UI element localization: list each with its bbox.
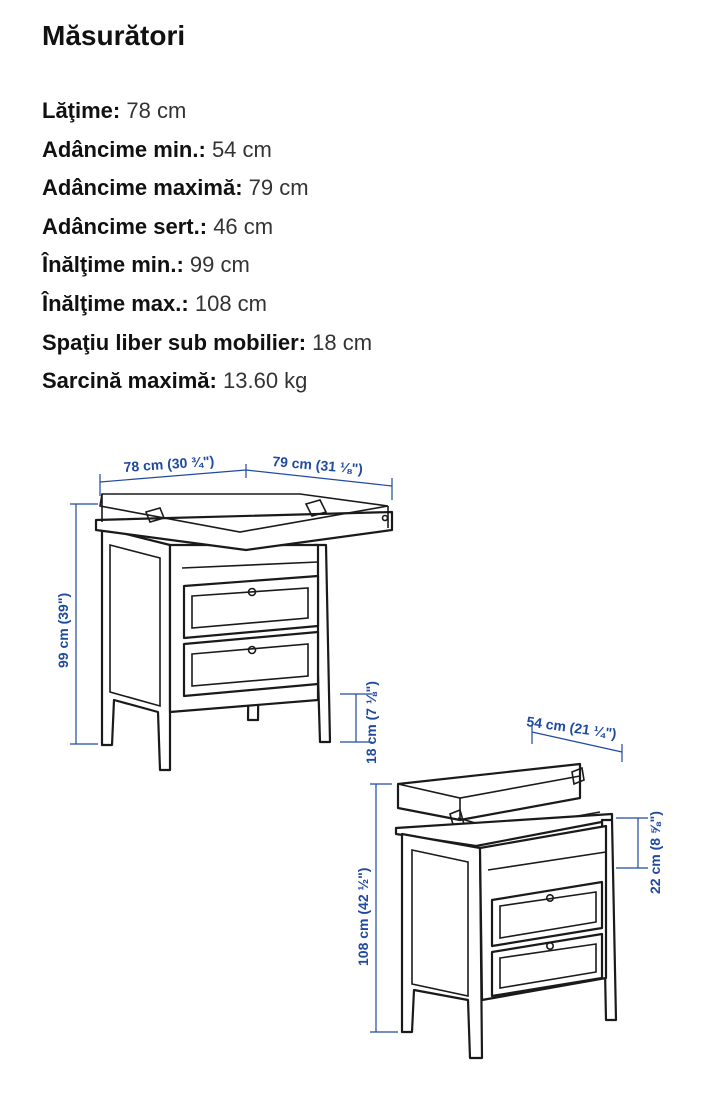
spec-max-height: [42, 285, 372, 324]
spec-min-depth: [42, 131, 372, 170]
spec-drawer-depth: [42, 208, 372, 247]
measurements-list: [42, 92, 372, 401]
clearance-label: 18 cm (7 ⅛"): [363, 681, 379, 764]
spec-min-height: [42, 246, 372, 285]
page-title: Măsurători: [42, 20, 186, 51]
spec-free-space-under: [42, 324, 372, 363]
spec-value: 18 cm: [312, 329, 373, 355]
spec-label: Adâncime min.:: [42, 136, 206, 162]
lid-height-label: 22 cm (8 ⅝"): [647, 811, 663, 894]
spec-value: 13.60 kg: [223, 368, 308, 394]
dimension-diagram: [0, 420, 720, 1093]
spec-value: 54 cm: [211, 136, 272, 162]
closed-changing-table-drawing: [396, 764, 616, 1058]
spec-value: 99 cm: [189, 252, 250, 278]
spec-width: [42, 92, 372, 131]
spec-value: 78 cm: [126, 98, 187, 123]
spec-max-depth: [42, 169, 372, 208]
spec-max-load: [42, 362, 372, 401]
spec-value: 108 cm: [194, 290, 267, 316]
spec-value: 46 cm: [213, 213, 274, 239]
open-changing-table-drawing: [96, 494, 392, 770]
spec-label: Adâncime maximă:: [42, 175, 243, 201]
open-depth-label: 79 cm (31 ⅛"): [271, 453, 364, 477]
spec-label: Înălţime max.:: [42, 290, 189, 316]
spec-label: Sarcină maximă:: [42, 368, 217, 394]
spec-label: Spaţiu liber sub mobilier:: [42, 329, 307, 355]
closed-height-label: 108 cm (42 ½"): [355, 867, 371, 966]
spec-label: Adâncime sert.:: [42, 213, 208, 239]
open-width-label: 78 cm (30 ¾"): [123, 452, 215, 475]
spec-value: 79 cm: [248, 175, 309, 201]
spec-label: Lăţime:: [42, 98, 121, 123]
spec-label: Înălţime min.:: [42, 252, 184, 278]
closed-depth-label: 54 cm (21 ¼"): [525, 713, 618, 742]
open-height-label: 99 cm (39"): [55, 592, 71, 668]
